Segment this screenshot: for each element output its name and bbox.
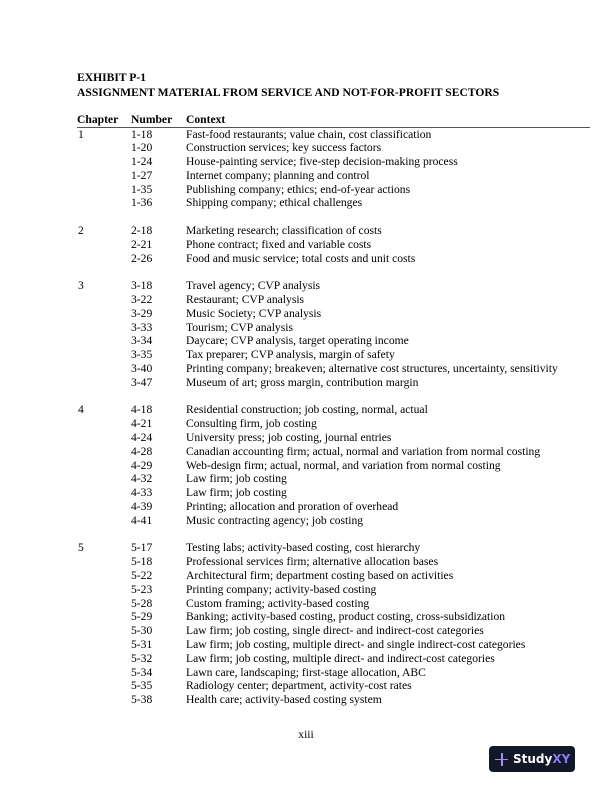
- number-cell: 5-22: [131, 569, 153, 582]
- table-row: [0, 279, 612, 293]
- context-cell: Law firm; job costing, multiple direct- and indirect-cost categories: [186, 651, 495, 665]
- number-cell: 4-24: [131, 431, 153, 445]
- chapter-cell: 2: [78, 224, 84, 238]
- table-row: [0, 155, 612, 169]
- exhibit-title: ASSIGNMENT MATERIAL FROM SERVICE AND NOT-FOR-PROFIT SECTORS: [77, 86, 500, 99]
- context-cell: Tourism; CVP analysis: [186, 320, 293, 334]
- number-cell: 3-22: [131, 293, 153, 307]
- table-row: [0, 417, 612, 431]
- number-cell: 3-40: [131, 362, 153, 376]
- chapter-cell: 5: [78, 541, 84, 555]
- context-cell: Travel agency; CVP analysis: [186, 279, 321, 293]
- number-cell: 4-33: [131, 486, 153, 500]
- page-number: xiii: [298, 728, 314, 741]
- table-row: [0, 334, 612, 348]
- brand-accent: XY: [552, 752, 571, 766]
- context-cell: Custom framing; activity-based costing: [186, 596, 370, 610]
- number-cell: 1-18: [131, 127, 153, 141]
- number-cell: 2-26: [131, 251, 153, 265]
- number-cell: 2-21: [131, 237, 153, 251]
- number-cell: 3-33: [131, 320, 153, 334]
- context-cell: Lawn care, landscaping; first-stage allocation, ABC: [186, 665, 426, 679]
- context-cell: Canadian accounting firm; actual, normal and variation from normal costing: [186, 444, 541, 458]
- number-cell: 1-27: [131, 168, 153, 182]
- number-cell: 3-47: [131, 375, 153, 389]
- number-cell: 5-18: [131, 555, 153, 569]
- number-cell: 4-39: [131, 500, 153, 514]
- context-cell: Law firm; job costing, single direct- and indirect-cost categories: [186, 624, 484, 638]
- table-row: [0, 666, 612, 680]
- table-row: [0, 169, 612, 183]
- table-row: [0, 183, 612, 197]
- table-row: [0, 472, 612, 486]
- number-cell: 1-36: [131, 196, 153, 210]
- context-cell: Marketing research; classification of costs: [186, 224, 382, 238]
- number-cell: 4-32: [131, 472, 153, 486]
- table-row: [0, 141, 612, 155]
- number-cell: 3-29: [131, 306, 153, 320]
- context-cell: Web-design firm; actual, normal, and variation from normal costing: [186, 458, 501, 472]
- table-row: [0, 376, 612, 390]
- assignment-table: [0, 128, 612, 707]
- context-cell: Museum of art; gross margin, contribution margin: [186, 375, 419, 389]
- number-cell: 4-28: [131, 444, 153, 458]
- table-row: [0, 693, 612, 707]
- number-cell: 4-41: [131, 513, 153, 527]
- context-cell: Consulting firm, job costing: [186, 417, 317, 431]
- context-cell: Internet company; planning and control: [186, 168, 370, 182]
- number-cell: 4-29: [131, 458, 153, 472]
- table-row: [0, 610, 612, 624]
- table-row: [0, 514, 612, 528]
- table-row: [0, 583, 612, 597]
- number-cell: 4-18: [131, 403, 153, 417]
- brand-main: Study: [513, 752, 553, 766]
- table-row: [0, 224, 612, 238]
- table-row: [0, 486, 612, 500]
- table-row: [0, 541, 612, 555]
- context-cell: Food and music service; total costs and unit costs: [186, 251, 416, 265]
- exhibit-label: EXHIBIT P-1: [77, 71, 147, 84]
- number-cell: 1-35: [131, 182, 153, 196]
- number-cell: 5-35: [131, 679, 153, 693]
- number-cell: 5-32: [131, 651, 153, 665]
- context-cell: Architectural firm; department costing based on activities: [186, 569, 454, 582]
- table-row: [0, 307, 612, 321]
- table-row: [0, 128, 612, 142]
- number-cell: 2-18: [131, 224, 153, 238]
- table-row: [0, 459, 612, 473]
- table-row: [0, 321, 612, 335]
- header-number: Number: [131, 113, 173, 126]
- number-cell: 5-28: [131, 596, 153, 610]
- table-row: [0, 500, 612, 514]
- table-row: [0, 555, 612, 569]
- context-cell: Law firm; job costing, multiple direct- and single indirect-cost categories: [186, 637, 526, 651]
- number-cell: 5-31: [131, 637, 153, 651]
- number-cell: 5-34: [131, 665, 153, 679]
- chapter-cell: 3: [78, 279, 84, 293]
- number-cell: 1-20: [131, 141, 153, 155]
- table-row: [0, 638, 612, 652]
- number-cell: 4-21: [131, 417, 153, 431]
- number-cell: 5-38: [131, 693, 153, 707]
- table-row: [0, 569, 612, 583]
- table-row: [0, 348, 612, 362]
- context-cell: Construction services; key success factors: [186, 141, 382, 155]
- context-cell: Professional services firm; alternative allocation bases: [186, 555, 439, 569]
- context-cell: Printing; allocation and proration of overhead: [186, 500, 399, 514]
- table-row: [0, 196, 612, 210]
- context-cell: Shipping company; ethical challenges: [186, 196, 363, 210]
- header-context: Context: [186, 113, 226, 126]
- number-cell: 1-24: [131, 155, 153, 169]
- context-cell: Fast-food restaurants; value chain, cost classification: [186, 127, 432, 141]
- number-cell: 3-35: [131, 348, 153, 362]
- table-row: [0, 293, 612, 307]
- table-row: [0, 238, 612, 252]
- number-cell: 3-18: [131, 279, 153, 293]
- table-row: [0, 403, 612, 417]
- table-row: [0, 652, 612, 666]
- table-row: [0, 431, 612, 445]
- context-cell: University press; job costing, journal entries: [186, 431, 392, 445]
- number-cell: 3-34: [131, 334, 153, 348]
- context-cell: Law firm; job costing: [186, 486, 287, 500]
- context-cell: Health care; activity-based costing system: [186, 693, 382, 707]
- header-chapter: Chapter: [77, 113, 119, 126]
- context-cell: Daycare; CVP analysis, target operating income: [186, 334, 409, 348]
- context-cell: Phone contract; fixed and variable costs: [186, 237, 372, 251]
- context-cell: Tax preparer; CVP analysis, margin of safety: [186, 348, 395, 362]
- context-cell: Music Society; CVP analysis: [186, 306, 322, 320]
- context-cell: Printing company; activity-based costing: [186, 582, 377, 596]
- context-cell: Testing labs; activity-based costing, cost hierarchy: [186, 541, 421, 555]
- table-row: [0, 445, 612, 459]
- number-cell: 5-17: [131, 541, 153, 555]
- table-row: [0, 252, 612, 266]
- context-cell: Banking; activity-based costing, product costing, cross-subsidization: [186, 610, 506, 624]
- context-cell: House-painting service; five-step decision-making process: [186, 155, 458, 169]
- context-cell: Residential construction; job costing, normal, actual: [186, 403, 428, 417]
- plus-icon: [495, 753, 508, 766]
- number-cell: 5-30: [131, 624, 153, 638]
- context-cell: Printing company; breakeven; alternative cost structures, uncertainty, sensitivity: [186, 362, 558, 376]
- chapter-cell: 4: [78, 403, 84, 417]
- context-cell: Publishing company; ethics; end-of-year actions: [186, 182, 411, 196]
- number-cell: 5-29: [131, 610, 153, 624]
- context-cell: Law firm; job costing: [186, 472, 287, 486]
- table-row: [0, 624, 612, 638]
- context-cell: Music contracting agency; job costing: [186, 513, 364, 527]
- table-row: [0, 597, 612, 611]
- studyxy-watermark: [489, 746, 575, 772]
- context-cell: Radiology center; department, activity-cost rates: [186, 679, 412, 693]
- number-cell: 5-23: [131, 582, 153, 596]
- context-cell: Restaurant; CVP analysis: [186, 293, 305, 307]
- chapter-cell: 1: [78, 127, 84, 141]
- table-row: [0, 362, 612, 376]
- table-row: [0, 679, 612, 693]
